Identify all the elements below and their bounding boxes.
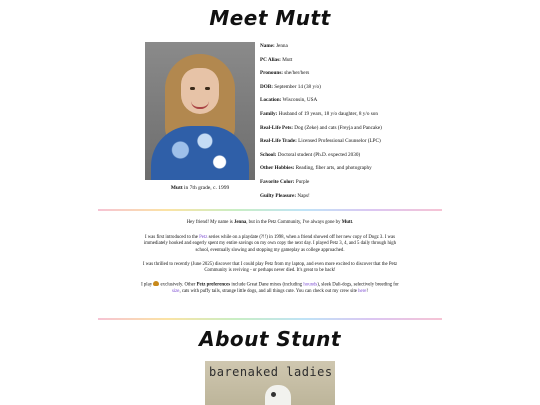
info-guilty-pleasure: Guilty Pleasure: Naps!: [260, 192, 310, 199]
about-stunt-heading: About Stunt: [199, 327, 341, 351]
info-color: Favorite Color: Purple: [260, 178, 310, 185]
info-dob: DOB: September 14 (38 y/o): [260, 83, 321, 90]
info-school: School: Doctoral student (Ph.D. expected 2030): [260, 151, 361, 158]
profile-info-list: [260, 40, 470, 203]
stunt-photo-text: barenaked ladies: [209, 365, 333, 379]
crew-site-link[interactable]: here: [358, 288, 367, 294]
hounds-link[interactable]: hounds: [303, 282, 318, 288]
meet-mutt-heading: Meet Mutt: [209, 6, 331, 30]
history-paragraph: I was first introduced to the Petz series while on a playdate (?!!) in 1998, when a friend showed off her new copy of Dogz 3. I was immediately hooked and eagerly spent my entire savings on my own copy the next day. I played Petz 3, 4, and 5 daily through high school, eventually slowing and stopping my gameplay as college approached.: [143, 235, 397, 253]
info-pc-alias: PC Alias: Mutt: [260, 56, 293, 63]
petz-link[interactable]: Petz: [199, 235, 208, 240]
preferences-paragraph: I play exclusively. Other Petz preferences include Great Dane mixes (including hounds), sleek Dali-dogs, selectively breeding for size, cats with puffy tails, strange little dogs, and all things cute. You can check out my crew site here!: [141, 282, 399, 294]
info-pets: Real-Life Pets: Dog (Zeke) and cats (Freyja and Pancake): [260, 124, 382, 131]
info-hobbies: Other Hobbies: Reading, fiber arts, and photography: [260, 165, 372, 172]
stunt-photo: [205, 361, 335, 405]
info-family: Family: Husband of 19 years, 18 y/o daughter, 8 y/o son: [260, 110, 378, 117]
return-paragraph: I was thrilled to recently (June 2025) discover that I could play Petz from my laptop, and even more excited to discover that the Petz Community is reviving - or perhaps never died. It's great to be back!: [142, 262, 398, 274]
profile-photo: [145, 42, 255, 180]
caption-name: Mutt: [170, 185, 183, 191]
size-link[interactable]: size: [171, 288, 180, 294]
info-name: Name: Jenna: [260, 43, 288, 49]
rainbow-divider: [98, 318, 442, 320]
info-trade: Real-Life Trade: Licensed Professional Counselor (LPC): [260, 138, 381, 145]
intro-paragraph: Hey friend! My name is Jenna, but in the Petz Community, I've always gone by Mutt.: [186, 220, 354, 225]
info-pronouns: Pronouns: she/her/hers: [260, 70, 310, 77]
photo-caption: [145, 185, 255, 191]
rainbow-divider: [98, 209, 442, 211]
info-location: Location: Wisconsin, USA: [260, 97, 318, 104]
caption-text: in 7th grade, c. 1999: [182, 185, 230, 191]
